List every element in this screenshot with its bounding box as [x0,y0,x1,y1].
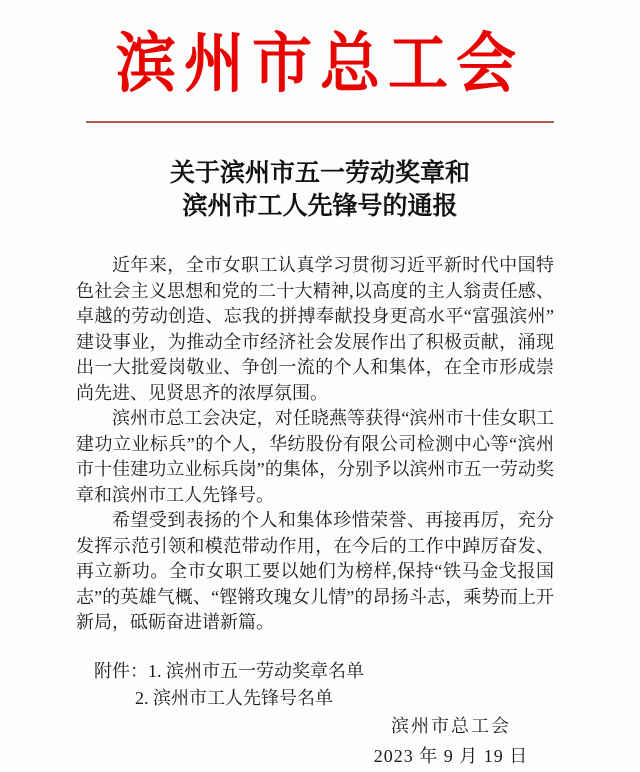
document-body [0,253,640,636]
attachment-item-1: 1. 滨州市五一劳动奖章名单 [148,660,364,681]
body-paragraph-2: 滨州市总工会决定，对任晓燕等获得“滨州市十佳女职工建功立业标兵”的个人，华纺股份有限公司检测中心等“滨州市十佳建功立业标兵岗”的集体，分别予以滨州市五一劳动奖章和滨州市工人先锋号。 [76,408,554,505]
attachments-label: 附件： [94,660,148,681]
letterhead [0,0,640,123]
document-title [0,157,640,223]
letterhead-divider [86,121,554,123]
body-paragraph-1: 近年来，全市女职工认真学习贯彻习近平新时代中国特色社会主义思想和党的二十大精神,以高度的主人翁责任感、卓越的劳动创造、忘我的拼搏奉献投身更高水平“富强滨州”建设事业，为推动全市经济社会发展作出了积极贡献，涌现出一大批爱岗敬业、争创一流的个人和集体，在全市形成崇尚先进、见贤思齐的浓厚氛围。 [76,255,554,403]
signature-date: 2023 年 9 月 19 日 [373,745,529,766]
signature-block [348,714,554,768]
signature-org: 滨州市总工会 [391,715,511,736]
attachments-block [0,658,640,712]
issuing-org-title: 滨州市总工会 [116,28,524,100]
document-title-line-2: 滨州市工人先锋号的通报 [182,193,458,220]
attachment-line [94,685,640,712]
attachment-line [94,658,640,685]
attachment-item-2: 2. 滨州市工人先锋号名单 [135,687,333,708]
document-title-line-1: 关于滨州市五一劳动奖章和 [169,160,470,187]
body-paragraph-3: 希望受到表扬的个人和集体珍惜荣誉、再接再厉，充分发挥示范引领和模范带动作用，在今后的工作中踔厉奋发、再立新功。全市女职工要以她们为榜样,保持“铁马金戈报国志”的英雄气概、“铿锵玫瑰女儿情”的昂扬斗志，乘势而上开新局，砥砺奋进谱新篇。 [76,510,554,632]
